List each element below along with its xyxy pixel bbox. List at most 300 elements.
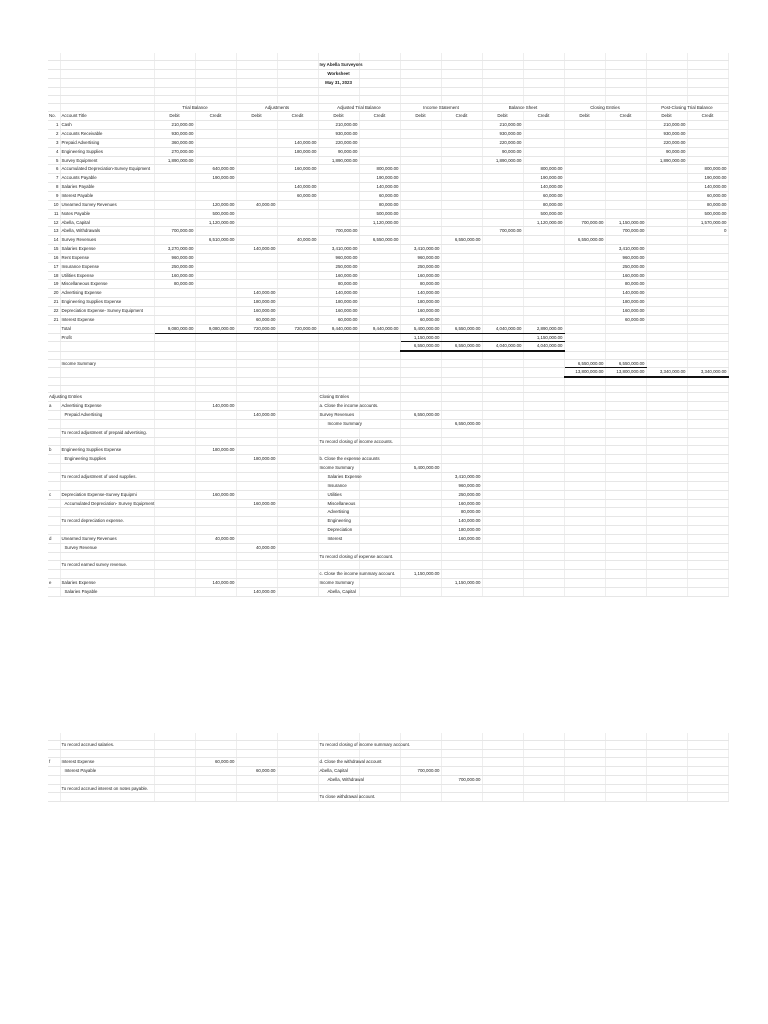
cell[interactable] [646,587,687,596]
cell[interactable] [523,95,564,103]
atb-debit[interactable]: 60,000.00 [318,315,359,324]
bs-debit[interactable] [482,174,523,183]
pc-credit[interactable] [687,156,728,165]
adj-credit[interactable] [277,289,318,298]
closing-entry-text[interactable] [318,446,359,455]
cell[interactable] [195,79,236,88]
adjusting-entry-debit[interactable] [195,570,236,579]
cell[interactable] [318,333,359,342]
cell[interactable] [318,377,359,385]
cell[interactable] [48,103,60,112]
cell[interactable] [277,473,318,482]
cell[interactable] [482,587,523,596]
cell[interactable] [482,534,523,543]
cell[interactable] [277,561,318,570]
adj-debit[interactable] [236,253,277,262]
account-title[interactable]: Rent Expense [60,253,154,262]
atb-total-debit[interactable]: 9,440,000.00 [318,324,359,333]
tb-credit[interactable] [195,227,236,236]
closing-entry-debit[interactable] [400,490,441,499]
cell[interactable] [154,446,195,455]
cell[interactable] [605,333,646,342]
cell[interactable] [523,428,564,437]
cell[interactable] [359,775,400,784]
closing-income-summary-credit[interactable]: 6,550,000.00 [605,359,646,368]
adjusting-entry-credit[interactable] [236,741,277,750]
cell[interactable] [359,95,400,103]
closing-entry-debit[interactable]: 1,150,000.00 [400,570,441,579]
cell[interactable] [564,53,605,61]
cell[interactable] [482,61,523,70]
cell[interactable] [564,61,605,70]
account-number[interactable]: 12 [48,218,60,227]
entry-letter[interactable] [48,419,60,428]
cell[interactable] [564,351,605,359]
cell[interactable] [646,733,687,741]
adjusting-entry-text[interactable]: Salaries Expense [60,579,154,588]
is-debit[interactable] [400,174,441,183]
cell[interactable] [277,784,318,793]
total-label[interactable]: Total [60,324,154,333]
closing-entry-credit[interactable] [441,793,482,802]
cell[interactable] [154,473,195,482]
closing-entry-credit[interactable]: 960,000.00 [441,481,482,490]
cell[interactable] [277,793,318,802]
adj-debit[interactable]: 160,000.00 [236,306,277,315]
debit-header[interactable]: Debit [318,112,359,121]
atb-credit[interactable] [359,306,400,315]
cell[interactable] [646,428,687,437]
cell[interactable] [60,368,154,377]
closing-entry-text[interactable]: d. Close the withdrawal account [318,758,359,767]
bs-credit[interactable] [523,121,564,130]
cell[interactable] [236,359,277,368]
tb-credit[interactable] [195,298,236,307]
column-group-header[interactable]: Adjustments [236,103,318,112]
cell[interactable] [687,446,728,455]
cell[interactable] [482,543,523,552]
closing-entry-credit[interactable] [441,766,482,775]
cell[interactable] [359,385,400,393]
cell[interactable] [154,481,195,490]
pc-credit[interactable] [687,306,728,315]
cell[interactable] [60,95,154,103]
entry-letter[interactable]: e [48,579,60,588]
account-title[interactable]: Insurance Expense [60,262,154,271]
account-number[interactable]: 3 [48,138,60,147]
cell[interactable] [482,766,523,775]
cell[interactable] [523,455,564,464]
account-number[interactable]: 11 [48,209,60,218]
entry-letter[interactable] [48,775,60,784]
is-credit[interactable]: 6,550,000.00 [441,236,482,245]
adjusting-entry-text[interactable]: Advertising Expense [60,402,154,411]
cell[interactable] [646,437,687,446]
tb-debit[interactable] [154,192,195,201]
adjusting-entry-credit[interactable] [236,775,277,784]
post-closing-total-debit[interactable]: 3,340,000.00 [646,368,687,377]
cell[interactable] [564,526,605,535]
adjusting-entry-credit[interactable]: 140,000.00 [236,411,277,420]
is-credit[interactable] [441,262,482,271]
income-statement-final-credit[interactable]: 6,550,000.00 [441,342,482,351]
cell[interactable] [605,70,646,79]
cell[interactable] [564,741,605,750]
cell[interactable] [195,377,236,385]
closing-entry-text[interactable]: Income Summary [318,419,359,428]
adjusting-entry-debit[interactable] [195,766,236,775]
ce-debit[interactable] [564,262,605,271]
account-title[interactable]: Engineering Supplies [60,147,154,156]
ce-credit[interactable]: 700,000.00 [605,227,646,236]
closing-entry-debit[interactable] [400,437,441,446]
adjusting-entry-text[interactable]: Salaries Payable [60,587,154,596]
cell[interactable] [523,446,564,455]
atb-credit[interactable] [359,227,400,236]
bs-credit[interactable] [523,236,564,245]
adjusting-entry-credit[interactable] [236,464,277,473]
cell[interactable] [687,342,728,351]
closing-entry-debit[interactable] [400,793,441,802]
cell[interactable] [482,79,523,88]
atb-credit[interactable] [359,253,400,262]
cell[interactable] [482,359,523,368]
tb-debit[interactable] [154,298,195,307]
cell[interactable] [277,775,318,784]
adj-credit[interactable] [277,315,318,324]
bs-total-credit[interactable]: 2,890,000.00 [523,324,564,333]
cell[interactable] [605,437,646,446]
atb-debit[interactable] [318,183,359,192]
cell[interactable] [400,351,441,359]
cell[interactable] [687,570,728,579]
pc-debit[interactable] [646,289,687,298]
adjusting-entry-debit[interactable] [195,464,236,473]
atb-debit[interactable]: 180,000.00 [318,298,359,307]
adjusting-entry-text[interactable]: To record earned survey revenue. [60,561,154,570]
bs-debit[interactable] [482,271,523,280]
is-credit[interactable] [441,245,482,254]
pc-credit[interactable] [687,289,728,298]
cell[interactable] [687,87,728,95]
cell[interactable] [318,53,359,61]
closing-entry-debit[interactable] [400,419,441,428]
cell[interactable] [646,446,687,455]
adj-credit[interactable] [277,130,318,139]
cell[interactable] [564,733,605,741]
adjusting-entry-debit[interactable] [195,587,236,596]
cell[interactable] [60,61,154,70]
bs-credit[interactable] [523,253,564,262]
closing-income-summary-debit[interactable]: 6,550,000.00 [564,359,605,368]
closing-entry-text[interactable]: Engineering [318,517,359,526]
bs-debit[interactable] [482,315,523,324]
account-title[interactable]: Interest Expense [60,315,154,324]
bs-debit[interactable] [482,209,523,218]
atb-credit[interactable]: 800,000.00 [359,165,400,174]
cell[interactable] [564,377,605,385]
closing-entry-credit[interactable] [441,428,482,437]
atb-debit[interactable] [318,218,359,227]
cell[interactable] [359,750,400,758]
ce-debit[interactable] [564,245,605,254]
ce-credit[interactable]: 3,410,000.00 [605,245,646,254]
ce-debit[interactable] [564,121,605,130]
adjusting-entry-text[interactable] [60,526,154,535]
entry-letter[interactable] [48,561,60,570]
closing-entry-credit[interactable] [441,552,482,561]
is-debit[interactable] [400,147,441,156]
cell[interactable] [646,70,687,79]
adjusting-entry-debit[interactable]: 40,000.00 [195,534,236,543]
cell[interactable] [318,95,359,103]
bs-credit[interactable] [523,138,564,147]
pc-credit[interactable] [687,138,728,147]
cell[interactable] [154,508,195,517]
cell[interactable] [277,552,318,561]
cell[interactable] [523,402,564,411]
cell[interactable] [359,733,400,741]
cell[interactable] [687,455,728,464]
cell[interactable] [154,543,195,552]
atb-debit[interactable]: 1,890,000.00 [318,156,359,165]
cell[interactable] [564,342,605,351]
bs-credit[interactable]: 140,000.00 [523,183,564,192]
cell[interactable] [154,393,195,402]
tb-credit[interactable] [195,130,236,139]
is-debit[interactable] [400,227,441,236]
cell[interactable] [523,377,564,385]
account-number[interactable]: 4 [48,147,60,156]
cell[interactable] [154,411,195,420]
cell[interactable] [687,733,728,741]
cell[interactable] [687,481,728,490]
entry-letter[interactable] [48,428,60,437]
account-number[interactable]: 14 [48,236,60,245]
cell[interactable] [195,393,236,402]
cell[interactable] [277,393,318,402]
pc-credit[interactable] [687,271,728,280]
adj-credit[interactable]: 60,000.00 [277,192,318,201]
tb-debit[interactable] [154,183,195,192]
ce-debit[interactable] [564,192,605,201]
cell[interactable] [154,733,195,741]
atb-debit[interactable]: 960,000.00 [318,253,359,262]
cell[interactable] [564,508,605,517]
cell[interactable] [646,342,687,351]
credit-header[interactable]: Credit [277,112,318,121]
atb-credit[interactable] [359,315,400,324]
cell[interactable] [523,741,564,750]
is-credit[interactable] [441,121,482,130]
is-debit[interactable]: 180,000.00 [400,298,441,307]
cell[interactable] [441,61,482,70]
cell[interactable] [523,419,564,428]
account-number[interactable]: 21 [48,315,60,324]
bs-debit[interactable]: 700,000.00 [482,227,523,236]
cell[interactable] [277,766,318,775]
adj-credit[interactable] [277,174,318,183]
tb-credit[interactable] [195,192,236,201]
income-statement-profit[interactable]: 1,150,000.00 [400,333,441,342]
cell[interactable] [564,324,605,333]
cell[interactable] [523,53,564,61]
cell[interactable] [523,561,564,570]
cell[interactable] [482,750,523,758]
adj-debit[interactable]: 140,000.00 [236,289,277,298]
closing-entry-debit[interactable]: 700,000.00 [400,766,441,775]
closing-entry-debit[interactable] [400,543,441,552]
tb-debit[interactable]: 210,000.00 [154,121,195,130]
is-credit[interactable] [441,253,482,262]
pc-credit[interactable] [687,130,728,139]
bs-debit[interactable] [482,253,523,262]
cell[interactable] [646,402,687,411]
account-title[interactable]: Abella, Capital [60,218,154,227]
cell[interactable] [564,750,605,758]
tb-debit[interactable]: 250,000.00 [154,262,195,271]
adjusting-entry-credit[interactable] [236,793,277,802]
tb-debit[interactable] [154,236,195,245]
balance-sheet-final-credit[interactable]: 4,040,000.00 [523,342,564,351]
cell[interactable] [154,766,195,775]
atb-credit[interactable] [359,298,400,307]
cell[interactable] [605,508,646,517]
tb-credit[interactable] [195,289,236,298]
adj-debit[interactable] [236,183,277,192]
pc-credit[interactable] [687,298,728,307]
atb-debit[interactable]: 700,000.00 [318,227,359,236]
cell[interactable] [605,793,646,802]
cell[interactable] [318,385,359,393]
atb-debit[interactable] [318,192,359,201]
cell[interactable] [277,53,318,61]
adjusting-entry-text[interactable]: Unearned Survey Revenues [60,534,154,543]
adjusting-entry-text[interactable]: Engineering Supplies Expense [60,446,154,455]
cell[interactable] [154,87,195,95]
cell[interactable] [154,526,195,535]
closing-entry-credit[interactable] [441,437,482,446]
cell[interactable] [195,53,236,61]
account-number[interactable]: 17 [48,262,60,271]
closing-entry-text[interactable] [318,750,359,758]
pc-debit[interactable]: 1,890,000.00 [646,156,687,165]
ce-credit[interactable] [605,165,646,174]
cell[interactable] [359,446,400,455]
cell[interactable] [687,552,728,561]
bs-debit[interactable]: 930,000.00 [482,130,523,139]
ce-credit[interactable]: 1,150,000.00 [605,218,646,227]
tb-debit[interactable] [154,200,195,209]
cell[interactable] [564,793,605,802]
is-credit[interactable] [441,138,482,147]
cell[interactable] [523,368,564,377]
cell[interactable] [605,446,646,455]
adj-debit[interactable] [236,209,277,218]
cell[interactable] [564,385,605,393]
cell[interactable] [482,741,523,750]
pc-debit[interactable] [646,315,687,324]
cell[interactable] [277,499,318,508]
cell[interactable] [523,526,564,535]
cell[interactable] [154,741,195,750]
cell[interactable] [48,333,60,342]
cell[interactable] [48,368,60,377]
closing-entry-debit[interactable] [400,534,441,543]
cell[interactable] [277,490,318,499]
entry-letter[interactable] [48,766,60,775]
cell[interactable] [441,359,482,368]
adjusting-entry-debit[interactable] [195,419,236,428]
bs-credit[interactable] [523,245,564,254]
cell[interactable] [482,402,523,411]
cell[interactable] [154,499,195,508]
tb-debit[interactable] [154,315,195,324]
cell[interactable] [154,95,195,103]
account-title[interactable]: Unearned Survey Revenues [60,200,154,209]
cell[interactable] [564,455,605,464]
cell[interactable] [277,758,318,767]
atb-credit[interactable] [359,271,400,280]
closing-entry-text[interactable]: Interest [318,534,359,543]
cell[interactable] [154,70,195,79]
adjusting-entry-text[interactable]: To record adjustment of used supplies. [60,473,154,482]
closing-entry-debit[interactable] [400,750,441,758]
cell[interactable] [646,419,687,428]
cell[interactable] [482,411,523,420]
tb-credit[interactable] [195,306,236,315]
cell[interactable] [277,368,318,377]
cell[interactable] [277,351,318,359]
cell[interactable] [195,385,236,393]
cell[interactable] [400,53,441,61]
cell[interactable] [523,490,564,499]
cell[interactable] [400,733,441,741]
pc-debit[interactable] [646,227,687,236]
pc-debit[interactable] [646,280,687,289]
ce-debit[interactable] [564,200,605,209]
cell[interactable] [359,534,400,543]
is-credit[interactable] [441,218,482,227]
cell[interactable] [277,428,318,437]
cell[interactable] [564,784,605,793]
bs-credit[interactable] [523,147,564,156]
is-debit[interactable] [400,121,441,130]
cell[interactable] [646,570,687,579]
cell[interactable] [564,419,605,428]
ce-debit[interactable] [564,138,605,147]
cell[interactable] [359,428,400,437]
cell[interactable] [154,61,195,70]
atb-credit[interactable]: 80,000.00 [359,200,400,209]
entry-letter[interactable] [48,411,60,420]
closing-entry-text[interactable]: Advertising [318,508,359,517]
cell[interactable] [277,570,318,579]
cell[interactable] [400,377,441,385]
no-header[interactable]: No. [48,112,60,121]
cell[interactable] [523,733,564,741]
adj-credit[interactable] [277,245,318,254]
cell[interactable] [687,534,728,543]
closing-entry-debit[interactable] [400,402,441,411]
adj-debit[interactable] [236,280,277,289]
cell[interactable] [48,53,60,61]
cell[interactable] [359,333,400,342]
pc-debit[interactable]: 90,000.00 [646,147,687,156]
cell[interactable] [482,733,523,741]
cell[interactable] [523,437,564,446]
cell[interactable] [400,368,441,377]
